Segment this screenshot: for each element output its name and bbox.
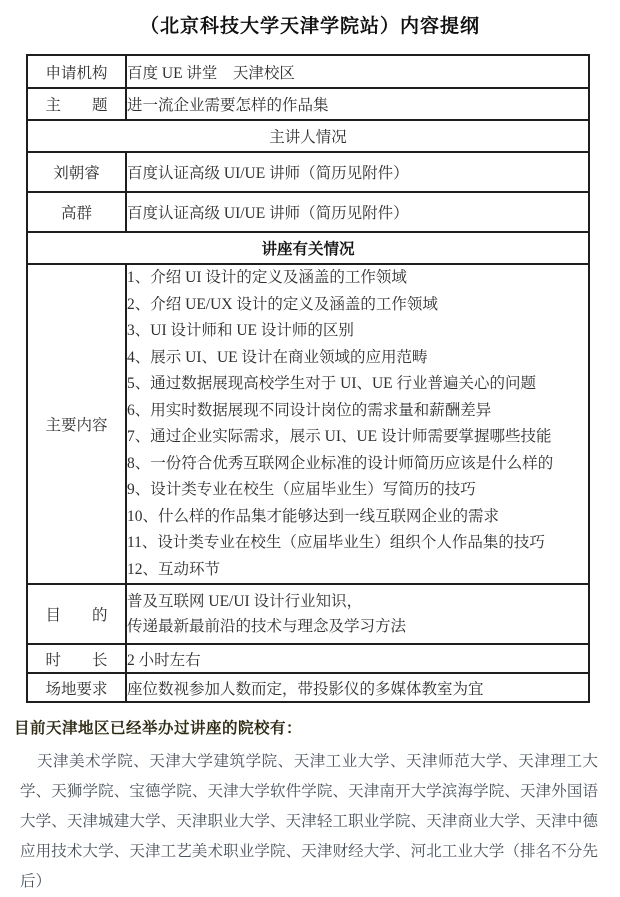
table-row-apply-org	[27, 55, 589, 88]
lecture-section-header: 讲座有关情况	[27, 232, 589, 264]
page-title: （北京科技大学天津学院站）内容提纲	[139, 16, 480, 37]
list-item: 3、UI 设计师和 UE 设计师的区别	[127, 322, 354, 339]
table-row-venue	[27, 673, 589, 702]
apply-org-value: 百度 UE 讲堂 天津校区	[126, 55, 589, 88]
speaker2-title: 百度认证高级 UI/UE 讲师（简历见附件）	[126, 192, 589, 232]
content-outline-table	[26, 54, 590, 703]
apply-org-label: 申请机构	[27, 55, 126, 88]
speaker1-title: 百度认证高级 UI/UE 讲师（简历见附件）	[126, 152, 589, 192]
list-item: 4、展示 UI、UE 设计在商业领域的应用范畴	[127, 348, 428, 366]
table-row-speaker2	[27, 192, 589, 232]
venue-label: 场地要求	[27, 673, 126, 702]
list-item: 11、设计类专业在校生（应届毕业生）组织个人作品集的技巧	[127, 534, 545, 551]
table-row-speaker1	[27, 152, 589, 192]
list-item: 12、互动环节	[127, 560, 221, 578]
duration-value: 2 小时左右	[126, 644, 589, 673]
footer-paragraph: 天津美术学院、天津大学建筑学院、天津工业大学、天津师范大学、天津理工大学、天狮学院、宝德学院、天津大学软件学院、天津南开大学滨海学院、天津外国语大学、天津城建大学、天津职业大学、天津轻工职业学院、天津商业大学、天津中德应用技术大学、天津工艺美术职业学院、天津财经大学、河北工业大学（排名不分先后）	[20, 753, 598, 890]
list-item: 1、介绍 UI 设计的定义及涵盖的工作领域	[127, 269, 407, 286]
purpose-label: 目 的	[27, 584, 126, 644]
table-row-topic	[27, 88, 589, 120]
table-row-purpose	[27, 584, 589, 644]
main-content-label: 主要内容	[27, 264, 126, 584]
list-item: 2、介绍 UE/UX 设计的定义及涵盖的工作领域	[127, 295, 438, 313]
table-row-main-content	[27, 264, 589, 584]
table-row-lecture-header	[27, 232, 589, 264]
table-row-duration	[27, 644, 589, 673]
list-item: 7、通过企业实际需求，展示 UI、UE 设计师需要掌握哪些技能	[127, 428, 552, 445]
venue-value: 座位数视参加人数而定，带投影仪的多媒体教室为宜	[126, 673, 589, 702]
list-item: 8、一份符合优秀互联网企业标准的设计师简历应该是什么样的	[127, 454, 554, 472]
topic-value: 进一流企业需要怎样的作品集	[126, 88, 589, 120]
main-content-list	[126, 264, 589, 584]
table-row-speakers-header	[27, 120, 589, 152]
speaker1-name: 刘朝睿	[27, 152, 126, 192]
speaker2-name: 高群	[27, 192, 126, 232]
purpose-value	[126, 584, 589, 644]
speakers-section-header: 主讲人情况	[27, 120, 589, 152]
list-item: 5、通过数据展现高校学生对于 UI、UE 行业普遍关心的问题	[127, 375, 537, 392]
list-item: 9、设计类专业在校生（应届毕业生）写简历的技巧	[127, 481, 476, 498]
topic-label: 主 题	[27, 88, 126, 120]
purpose-line-2: 传递最新最前沿的技术与理念及学习方法	[127, 618, 407, 635]
purpose-line-1: 普及互联网 UE/UI 设计行业知识，	[127, 593, 363, 610]
list-item: 6、用实时数据展现不同设计岗位的需求量和薪酬差异	[127, 401, 492, 419]
footer-heading: 目前天津地区已经举办过讲座的院校有：	[14, 720, 303, 737]
document-page	[0, 11, 620, 890]
duration-label: 时 长	[27, 644, 126, 673]
list-item: 10、什么样的作品集才能够达到一线互联网企业的需求	[127, 507, 500, 525]
